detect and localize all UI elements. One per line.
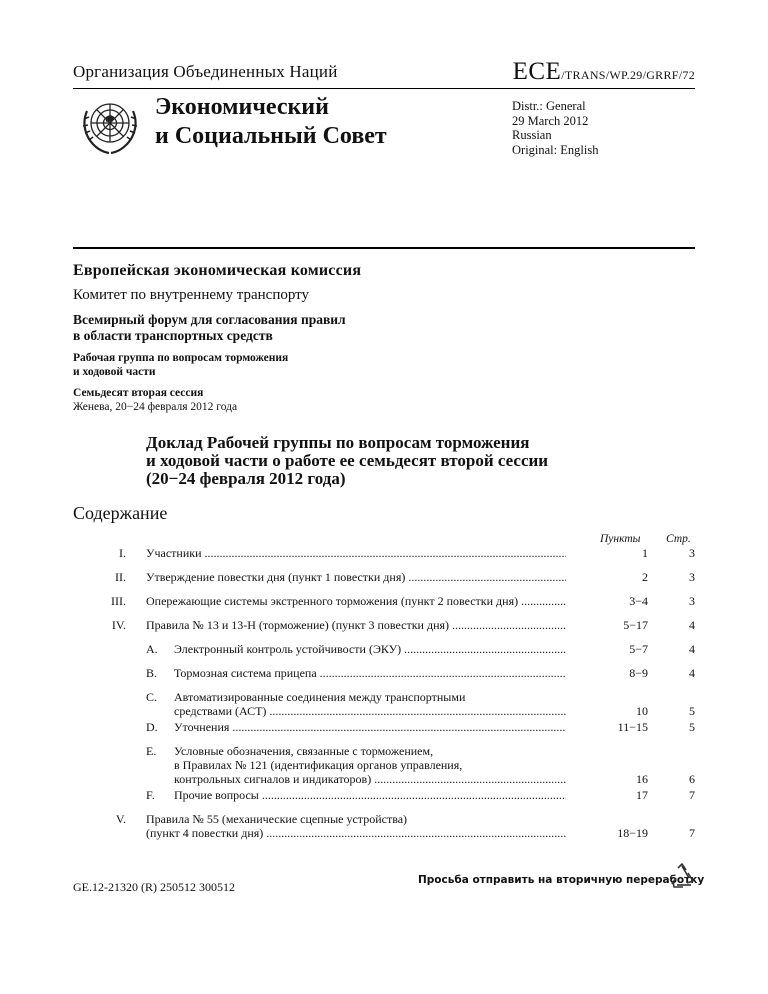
report-title-line-2: и ходовой части о работе ее семьдесят второй сессии	[146, 451, 549, 470]
toc-entry-text	[146, 618, 566, 632]
toc-entry-line: Участники .....	[146, 546, 566, 560]
toc-subsection-letter: E.	[146, 744, 157, 758]
toc-paragraphs: 8−9	[629, 666, 648, 680]
document-symbol	[513, 58, 695, 86]
toc-paragraphs: 5−7	[629, 642, 648, 656]
session-title: Семьдесят вторая сессия	[73, 387, 204, 399]
toc-section-number: IV.	[111, 618, 126, 632]
toc-entry-line: Опережающие системы экстренного торможения (пункт 2 повестки дня) .....	[146, 594, 566, 608]
toc-entry-line: Автоматизированные соединения между транспортными	[174, 690, 466, 704]
toc-entry-text	[174, 788, 566, 802]
toc-entry-line: Тормозная система прицепа .....	[174, 666, 566, 680]
job-number: GE.12-21320 (R) 250512 300512	[73, 880, 235, 894]
toc-page-number: 3	[689, 594, 695, 608]
session-info	[73, 386, 237, 414]
toc-entry-line: Прочие вопросы .....	[174, 788, 566, 802]
toc-entry-line: Условные обозначения, связанные с торможением,	[174, 744, 434, 758]
toc-page-number: 3	[689, 570, 695, 584]
committee-heading: Комитет по внутреннему транспорту	[73, 287, 310, 303]
document-date: 29 March 2012	[512, 113, 589, 128]
commission-heading: Европейская экономическая комиссия	[73, 262, 362, 279]
toc-entry-text	[174, 744, 566, 786]
toc-page-number: 6	[689, 772, 695, 786]
toc-section-number: I.	[119, 546, 126, 560]
page-column-header: Стр.	[666, 533, 691, 545]
distribution: Distr.: General	[512, 99, 586, 113]
toc-paragraphs: 17	[636, 788, 648, 802]
toc-entry-text	[174, 720, 566, 734]
toc-entry-text	[174, 666, 566, 680]
toc-subsection-letter: A.	[146, 642, 158, 656]
toc-section-number: V.	[115, 812, 126, 826]
report-title	[146, 434, 548, 488]
toc-page-number: 7	[689, 826, 695, 840]
forum-line-2: в области транспортных средств	[73, 328, 273, 343]
distribution-block	[512, 99, 598, 157]
forum-heading	[73, 312, 346, 344]
toc-entry-line: Правила № 55 (механические сцепные устройства)	[146, 812, 408, 826]
working-party-heading	[73, 351, 288, 379]
toc-page-number: 5	[689, 720, 695, 734]
toc-entry-line: Правила № 13 и 13-H (торможение) (пункт 3 повестки дня) .....	[146, 618, 566, 632]
forum-line-1: Всемирный форум для согласования правил	[73, 312, 346, 327]
header-rule	[73, 88, 695, 89]
toc-paragraphs: 18−19	[617, 826, 648, 840]
masthead-rule	[73, 247, 695, 249]
toc-entry-line: (пункт 4 повестки дня) .....	[146, 826, 566, 840]
toc-page-number: 4	[689, 666, 695, 680]
paragraphs-column-header: Пункты	[600, 533, 641, 545]
toc-page-number: 3	[689, 546, 695, 560]
session-place: Женева, 20−24 февраля 2012 года	[73, 401, 238, 413]
working-party-line-1: Рабочая группа по вопросам торможения	[73, 352, 289, 364]
toc-paragraphs: 1	[642, 546, 648, 560]
toc-paragraphs: 11−15	[617, 720, 648, 734]
toc-entry-line: средствами (АСТ) .....	[174, 704, 566, 718]
toc-page-number: 4	[689, 642, 695, 656]
report-title-line-3: (20−24 февраля 2012 года)	[146, 469, 346, 488]
council-line-2: и Социальный Совет	[155, 123, 387, 149]
toc-paragraphs: 3−4	[629, 594, 648, 608]
toc-subsection-letter: C.	[146, 690, 158, 704]
toc-entry-text	[146, 546, 566, 560]
toc-subsection-letter: F.	[146, 788, 155, 802]
toc-page-number: 4	[689, 618, 695, 632]
organization-name: Организация Объединенных Наций	[73, 62, 338, 81]
toc-entry-line: Уточнения .....	[174, 720, 566, 734]
un-emblem-icon	[77, 93, 143, 159]
toc-entry-line: Утверждение повестки дня (пункт 1 повестки дня) .....	[146, 570, 566, 584]
toc-section-number: II.	[115, 570, 126, 584]
toc-entry-line: контрольных сигналов и индикаторов) .....	[174, 772, 566, 786]
document-symbol-main: ECE	[512, 58, 562, 85]
working-party-line-2: и ходовой части	[73, 366, 156, 378]
toc-subsection-letter: B.	[146, 666, 158, 680]
toc-paragraphs: 5−17	[623, 618, 648, 632]
toc-page-number: 5	[689, 704, 695, 718]
recycle-note: Просьба отправить на вторичную переработку	[418, 874, 705, 886]
council-line-1: Экономический	[155, 94, 329, 120]
toc-entry-text	[146, 812, 566, 840]
council-name	[155, 93, 387, 151]
toc-page-number: 7	[689, 788, 695, 802]
toc-entry-line: в Правилах № 121 (идентификация органов управления,	[174, 758, 463, 772]
toc-subsection-letter: D.	[146, 720, 158, 734]
document-symbol-rest: /TRANS/WP.29/GRRF/72	[561, 68, 695, 82]
toc-entry-text	[146, 594, 566, 608]
recycle-icon	[669, 863, 695, 889]
contents-heading: Содержание	[73, 503, 168, 523]
toc-paragraphs: 10	[636, 704, 648, 718]
toc-paragraphs: 2	[642, 570, 648, 584]
toc-entry-text	[174, 690, 566, 718]
toc-entry-line: Электронный контроль устойчивости (ЭКУ) .....	[174, 642, 566, 656]
report-title-line-1: Доклад Рабочей группы по вопросам торможения	[146, 433, 530, 452]
toc-entry-text	[146, 570, 566, 584]
original-language: Original: English	[512, 142, 599, 157]
toc-section-number: III.	[111, 594, 126, 608]
toc-paragraphs: 16	[636, 772, 648, 786]
toc-entry-text	[174, 642, 566, 656]
document-language: Russian	[512, 128, 552, 142]
